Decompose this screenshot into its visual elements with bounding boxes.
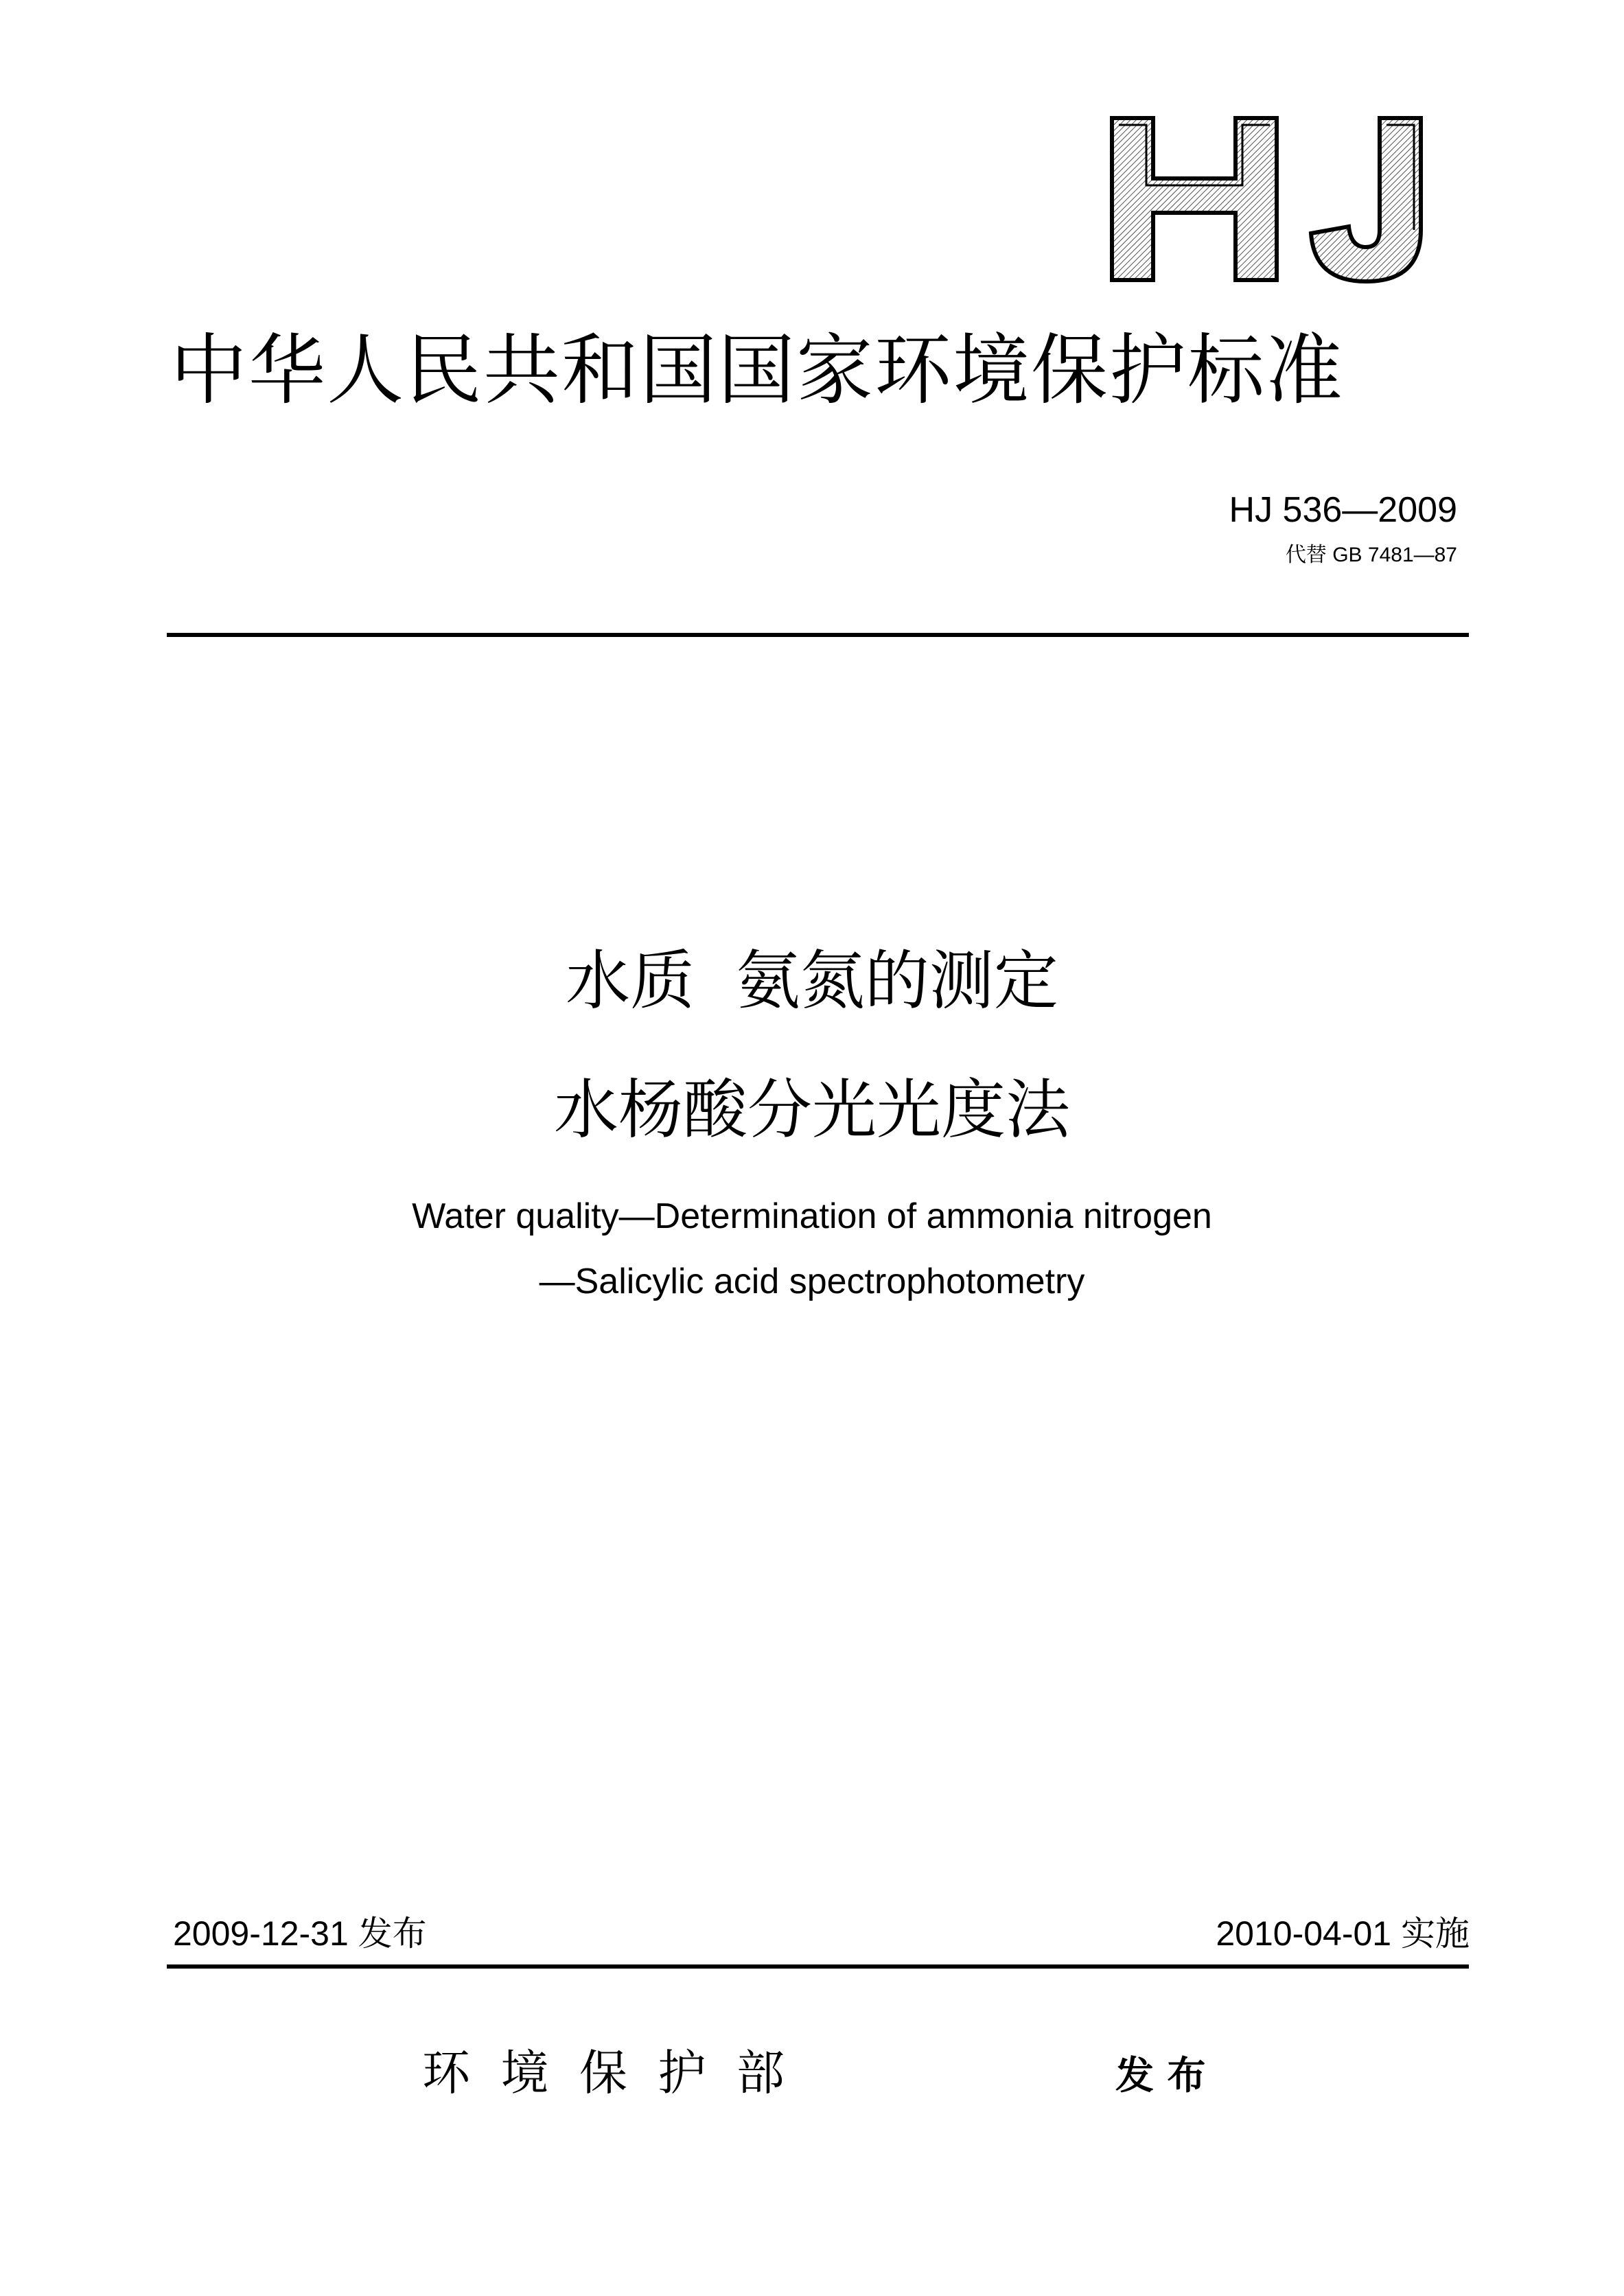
- publisher-suffix: 发 布: [1115, 2054, 1206, 2098]
- replaces-standard: 代替 GB 7481—87: [1285, 544, 1457, 566]
- top-divider: [167, 633, 1469, 637]
- hj-logo: [1105, 110, 1435, 288]
- standard-number: HJ 536—2009: [1229, 490, 1457, 530]
- issue-date: 2009-12-31 发布: [173, 1914, 427, 1953]
- document-title-en-line1: Water quality—Determination of ammonia nitrogen: [412, 1196, 1212, 1236]
- implementation-date: 2010-04-01 实施: [1216, 1914, 1470, 1953]
- document-title-zh-line1: 水质 氨氮的测定: [566, 944, 1058, 1019]
- bottom-divider: [167, 1964, 1469, 1969]
- document-title-en-line2: —Salicylic acid spectrophotometry: [539, 1262, 1085, 1301]
- publisher-name: 环 境 保 护 部: [422, 2045, 785, 2101]
- document-title-zh-line2: 水杨酸分光光度法: [553, 1073, 1070, 1148]
- standard-category-title: 中华人民共和国国家环境保护标准: [170, 326, 1344, 415]
